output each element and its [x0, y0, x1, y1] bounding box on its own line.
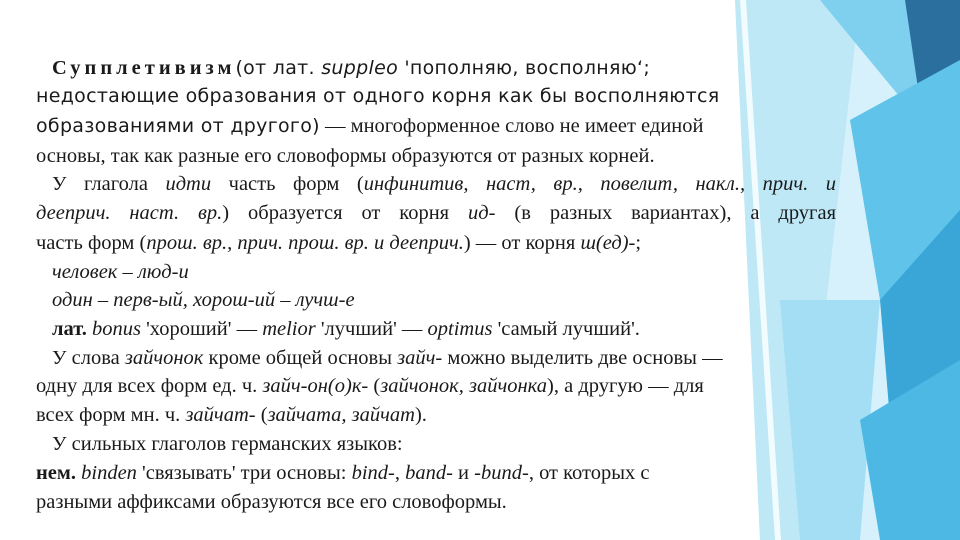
text: образованиями от другого) — [36, 115, 320, 137]
italic: ш(ед)- — [580, 232, 636, 254]
italic: дееприч. наст. вр. — [36, 202, 223, 224]
text: У глагола — [52, 173, 166, 195]
text: 'хороший' — — [140, 318, 263, 340]
italic: зайч-он(о)к- — [262, 375, 369, 397]
text: — многоформенное слово не имеет единой — [319, 115, 704, 137]
text: ). — [414, 404, 427, 426]
text: ( — [368, 375, 381, 397]
italic: зайчат- — [185, 404, 256, 426]
text: ) — от корня — [463, 232, 581, 254]
italic: binden — [81, 462, 137, 484]
text: и — [452, 462, 475, 484]
line-12 — [36, 374, 856, 398]
text: 'связывать' три основы: — [136, 462, 352, 484]
term-suppletivism: Супплетивизм — [52, 57, 236, 79]
text: , — [394, 462, 406, 484]
text: часть форм ( — [36, 232, 147, 254]
bold: лат. — [52, 318, 92, 340]
text: 'самый лучший'. — [492, 318, 640, 340]
text: кроме общей основы — [203, 347, 398, 369]
line-10 — [52, 317, 872, 341]
text: 'лучший' — — [315, 318, 428, 340]
italic: bonus — [92, 318, 141, 340]
italic: bind- — [351, 462, 395, 484]
italic: optimus — [427, 318, 493, 340]
italic: зайчонок — [124, 347, 204, 369]
line-14: У сильных глаголов германских языков: — [52, 433, 403, 455]
line-16: разными аффиксами образуются все его словоформы. — [36, 491, 507, 513]
line-15 — [36, 461, 856, 485]
italic: ид- — [468, 202, 496, 224]
italic: -bund- — [474, 462, 529, 484]
italic: зайчонок, зайчонка — [380, 375, 548, 397]
line-3 — [36, 114, 856, 138]
bold: нем. — [36, 462, 82, 484]
italic: идти — [165, 173, 212, 195]
line-4: основы, так как разные его словоформы образуются от разных корней. — [36, 145, 655, 167]
text: одну для всех форм ед. ч. — [36, 375, 263, 397]
text: , от которых с — [528, 462, 650, 484]
text: ; — [635, 232, 642, 254]
line-11 — [52, 346, 872, 370]
text: ) образуется от корня — [222, 202, 469, 224]
italic: melior — [262, 318, 316, 340]
line-7 — [36, 231, 856, 255]
italic: инфинитив, наст, вр., повелит, накл., прич. и — [363, 173, 836, 195]
italic: прош. вр., прич. прош. вр. и дееприч. — [146, 232, 464, 254]
line-6 — [36, 201, 836, 225]
line-1 — [52, 56, 872, 80]
text: (в разных вариантах), а другая — [495, 202, 836, 224]
text: 'пополняю, восполняю‘; — [398, 57, 651, 79]
text: можно выделить две основы — — [442, 347, 723, 369]
line-5 — [52, 172, 836, 196]
text: ( — [255, 404, 268, 426]
line-2: недостающие образования от одного корня как бы восполняются — [36, 85, 720, 107]
text: (от лат. — [235, 57, 322, 79]
text: всех форм мн. ч. — [36, 404, 186, 426]
italic: band- — [405, 462, 453, 484]
line-13 — [36, 403, 856, 427]
text: часть форм ( — [211, 173, 364, 195]
italic: зайч- — [397, 347, 443, 369]
italic: зайчата, зайчат — [267, 404, 415, 426]
text: ), а другую — для — [547, 375, 704, 397]
line-9: один – перв-ый, хорош-ий – лучш-е — [52, 289, 355, 311]
text: У слова — [52, 347, 125, 369]
latin-word: suppleo — [321, 57, 398, 79]
line-8: человек – люд-и — [52, 261, 189, 283]
